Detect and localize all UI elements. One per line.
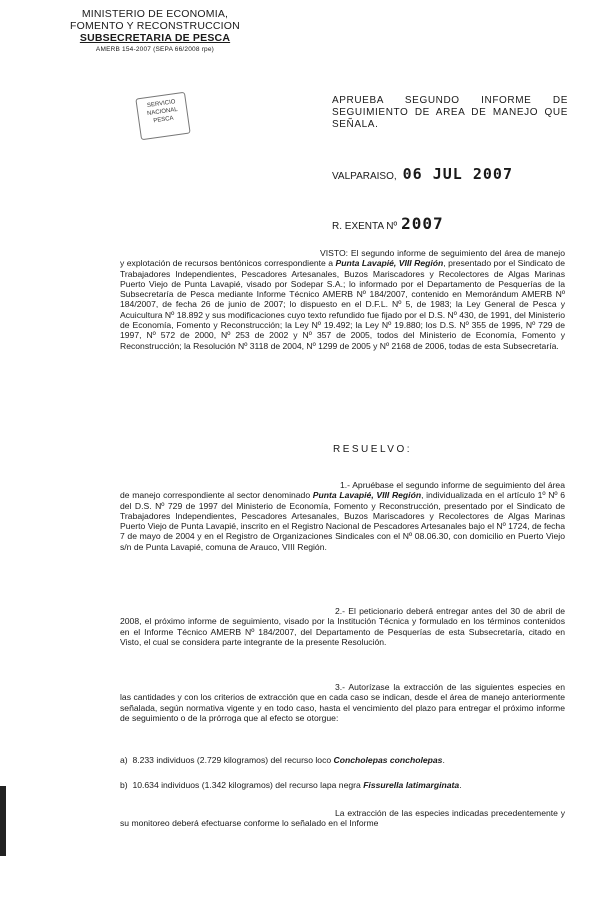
scan-edge-mark [0, 786, 6, 856]
resolution-label: R. EXENTA Nº [332, 221, 398, 232]
visto-lead: VISTO: [320, 248, 349, 258]
letterhead [60, 8, 250, 56]
species-b: Fissurella latimarginata [363, 780, 460, 790]
resolution-item-2: 2.- El peticionario deberá entregar antes del 30 de abril de 2008, el próximo informe de seguimiento, visado por la Institución Técnica y formulado en los términos contenidos en el Informe Técnico AMERB Nº 184/2007, del Departamento de Pesquerías de esta Subsecretaría, citado en Visto, el cual se considera parte integrante de la presente Resolución. [120, 606, 566, 647]
date-handwritten: 06 JUL 2007 [402, 165, 513, 183]
resolution-number-line [332, 214, 444, 233]
resolution-item-1: 1.- Apruébase el segundo informe de seguimiento del área de manejo correspondiente al sector denominado Punta Lavapié, VIII Región, individualizada en el artículo 1º Nº 6 del D.S. Nº 729 de 1997 del Ministerio de Economía, Fomento y Reconstrucción, presentado por el Sindicato de Trabajadores Independientes, Pescadores Artesanales, Buzos Mariscadores y Recolectores de Algas Marinas Puerto Viejo de Punta Lavapié, inscrito en el Registro Nacional de Pescadores Artesanales bajo el Nº 1724, de fecha 7 de mayo de 2004 y en el Registro de Organizaciones Sindicales con el Nº 08.06.30, con domicilio en Puerto Viejo s/n de Punta Lavapié, comuna de Arauco, VIII Región. [120, 480, 565, 552]
ministry-line-2: FOMENTO Y RECONSTRUCCION [70, 20, 240, 32]
extraction-paragraph: La extracción de las especies indicadas precedentemente y su monitoreo deberá efectuarse conforme lo señalado en el Informe [120, 808, 565, 829]
area-name: Punta Lavapié, VIII Región [335, 258, 444, 269]
species-item-a: a) 8.233 individuos (2.729 kilogramos) del recurso loco Concholepas concholepas. [120, 755, 445, 765]
date-place: VALPARAISO, [332, 171, 397, 182]
resuelvo-heading: RESUELVO: [333, 444, 412, 455]
date-line [332, 165, 513, 183]
subject-text: APRUEBA SEGUNDO INFORME DE SEGUIMIENTO DE AREA DE MANEJO QUE SEÑALA. [332, 95, 568, 130]
species-a: Concholepas concholepas [333, 755, 443, 765]
species-item-b: b) 10.634 individuos (1.342 kilogramos) del recurso lapa negra Fissurella latimarginata. [120, 780, 462, 790]
resolution-number: 2007 [401, 214, 444, 233]
ministry-line-1: MINISTERIO DE ECONOMIA, [81, 8, 229, 20]
official-stamp: SERVICIO NACIONAL PESCA [135, 92, 190, 141]
reference-code: AMERB 154-2007 (SEPA 66/2008 rpe) [95, 46, 215, 53]
resolution-item-3: 3.- Autorízase la extracción de las siguientes especies en las cantidades y con los criterios de extracción que en cada caso se indican, desde el área de manejo anteriormente señalada, según normativa vigente y en todo caso, hasta el vencimiento del plazo para entregar el próximo informe de seguimiento o de la prórroga que al efecto se otorgue: [120, 682, 565, 723]
visto-paragraph: VISTO: El segundo informe de seguimiento del área de manejo y explotación de recursos bentónicos correspondiente a Punta Lavapié, VIII Región, presentado por el Sindicato de Trabajadores Independientes, Pescadores Artesanales, Buzos Mariscadores y Recolectores de Algas Marinas Puerto Viejo de Punta Lavapié, visado por Sodepar S.A.; lo informado por el Departamento de Pesquerías de la Subsecretaría de Pesca mediante Informe Técnico AMERB Nº 184/2007, contenido en Memorándum AMERB Nº 184/2007, de fecha 26 de junio de 2007; lo dispuesto en el D.F.L. Nº 5, de 1983; la Ley General de Pesca y Acuicultura Nº 18.892 y sus modificaciones cuyo texto refundido fue fijado por el D.S. Nº 430, de 1991, del Ministerio de Economía, Fomento y Reconstrucción; la Ley Nº 19.492; la Ley Nº 19.880; los D.S. Nº 355 de 1995, Nº 729 de 1997, Nº 572 de 2000, Nº 253 de 2002 y Nº 357 de 2005, todos del Ministerio de Economía, Fomento y Reconstrucción; la Resolución Nº 3118 de 2004, Nº 1299 de 2005 y Nº 2168 de 2006, todas de esta Subsecretaría. [120, 248, 565, 351]
subsecretaria-line: SUBSECRETARIA DE PESCA [79, 32, 231, 44]
